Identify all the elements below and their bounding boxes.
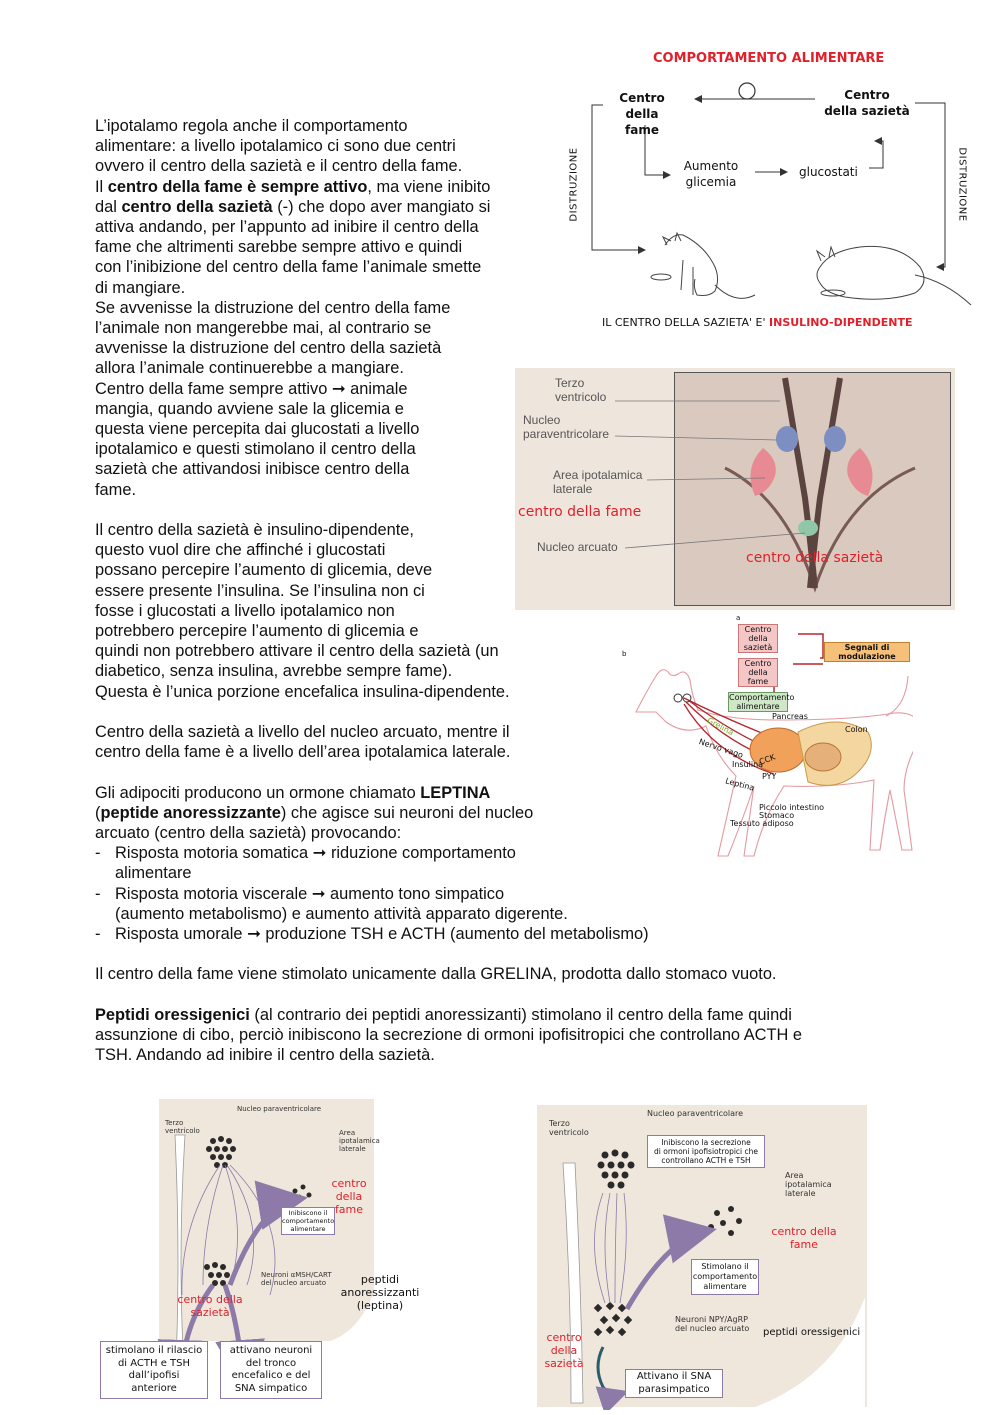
inibiscono-box: Inibiscono la secrezione di ormoni ipofisiotropici che controllano ACTH e TSH <box>647 1135 765 1168</box>
text-line: possano percepire l’aumento di glicemia, deve <box>95 561 433 580</box>
text-line: questo vuol dire che affinché i glucostati <box>95 541 386 560</box>
pancreas-label: Pancreas <box>772 712 808 721</box>
area-label: Area ipotalamica laterale <box>339 1129 380 1153</box>
terzo-ventricolo-label: Terzo ventricolo <box>165 1119 200 1135</box>
aumento-glicemia-label: Aumento glicemia <box>683 159 739 189</box>
attivano-box: Attivano il SNA parasimpatico <box>625 1369 723 1398</box>
anorexigenic-figure <box>95 1095 495 1405</box>
inibiscono-box: Inibiscono il comportamento alimentare <box>282 1209 335 1233</box>
grelina-label: Grelina <box>705 715 736 738</box>
text-line: Questa è l’unica porzione encefalica insulina-dipendente. <box>95 682 510 701</box>
text-line: avvenisse la distruzione del centro della sazietà <box>95 339 442 358</box>
pyy-label: PYY <box>762 772 777 781</box>
centro-sazieta-red-label: centro della sazietà <box>746 550 884 566</box>
centro-sazieta-red-label: centro della sazietà <box>544 1331 584 1370</box>
area-label: Area ipotalamica laterale <box>785 1171 832 1198</box>
text-line: Se avvenisse la distruzione del centro della fame <box>95 298 451 317</box>
text-line: fame. <box>95 480 136 499</box>
cck-label: CCK <box>757 752 777 767</box>
text-line: diabetico, senza insulina, avrebbe sempre fame). <box>95 662 453 681</box>
text-line: fosse i glucostati a livello ipotalamico non <box>95 601 395 620</box>
text-line: ipotalamico e questi stimolano il centro della <box>95 440 416 459</box>
nucleo-pv-label: Nucleo paraventricolare <box>647 1109 744 1118</box>
text-line: sazietà che attivandosi inibisce centro della <box>95 460 410 479</box>
box-attivano: attivano neuroni del tronco encefalico e del SNA simpatico <box>220 1341 322 1399</box>
dog-box-comportamento: Comportamento alimentare <box>729 693 795 711</box>
text-line: l’animale non mangerebbe mai, al contrario se <box>95 319 432 338</box>
text-line: TSH. Andando ad inibire il centro della sazietà. <box>95 1046 435 1065</box>
text-line: Il centro della sazietà è insulino-dipendente, <box>95 521 414 540</box>
text-line: di mangiare. <box>95 278 186 297</box>
tessuto-label: Tessuto adiposo <box>730 819 794 828</box>
colon-label: Colon <box>845 725 868 734</box>
box-stimolano: stimolano il rilascio di ACTH e TSH dall’ipofisi anteriore <box>100 1341 208 1399</box>
area-ipotalamica-label: Area ipotalamica laterale <box>553 468 643 496</box>
text-line: centro della fame è a livello dell’area ipotalamica laterale. <box>95 743 511 762</box>
neuroni-label: Neuroni αMSH/CART del nucleo arcuato <box>261 1271 332 1287</box>
orexigenic-figure <box>535 1103 880 1410</box>
text-line: (peptide anoressizzante) che agisce sui neuroni del nucleo <box>95 803 534 822</box>
nucleo-arcuato-label: Nucleo arcuato <box>537 540 618 554</box>
centro-fame-red-label: centro della fame <box>771 1225 837 1251</box>
text-line: Gli adipociti producono un ormone chiamato LEPTINA <box>95 783 491 802</box>
bullet-continuation: alimentare <box>115 864 192 883</box>
diagram-caption: IL CENTRO DELLA SAZIETA' E' INSULINO-DIPENDENTE <box>602 316 913 329</box>
text-line: fame che altrimenti sarebbe sempre attivo e quindi <box>95 238 463 257</box>
insulina-label: Insulina <box>732 760 764 769</box>
text-line: essere presente l’insulina. Se l’insulina non ci <box>95 581 425 600</box>
nucleo-pv-label: Nucleo paraventricolare <box>523 413 610 441</box>
text-line: assunzione di cibo, perciò inibiscono la secrezione di ormoni ipofisitropici che controllano ACTH e <box>95 1026 802 1045</box>
bullet-item: - Risposta umorale ➞ produzione TSH e ACTH (aumento del metabolismo) <box>95 925 649 944</box>
terzo-ventricolo-label: Terzo ventricolo <box>555 376 607 404</box>
dog-box-sazieta: Centro della sazietà <box>738 624 778 653</box>
stimolano-box: Stimolano il comportamento alimentare <box>691 1259 759 1295</box>
text-line: Peptidi oressigenici (al contrario dei peptidi anoressizanti) stimolano il centro della fame quindi <box>95 1005 792 1024</box>
peptidi-oressigenici-label: peptidi oressigenici <box>763 1327 861 1338</box>
piccolo-label: Piccolo intestino <box>759 803 825 812</box>
main-text <box>95 116 802 1065</box>
centro-sazieta-red-label: centro della sazietà <box>177 1293 243 1319</box>
terzo-ventricolo-label: Terzo ventricolo <box>549 1119 589 1137</box>
nucleo-pv-label: Nucleo paraventricolare <box>237 1105 322 1113</box>
text-line: dal centro della sazietà (-) che dopo aver mangiato si <box>95 197 491 216</box>
leptina-label: Leptina <box>724 776 756 793</box>
centro-sazieta-label: Centro della sazietà <box>824 88 910 118</box>
text-line: Centro della sazietà a livello del nucleo arcuato, mentre il <box>95 723 510 742</box>
distruzione-left-label: DISTRUZIONE <box>568 147 580 222</box>
bullet-item: - Risposta motoria somatica ➞ riduzione comportamento <box>95 844 516 863</box>
nervo-label: Nervo vago <box>697 737 745 760</box>
text-line: attiva andando, per l’appunto ad inibire il centro della <box>95 218 479 237</box>
text-line: potrebbero percepire l’aumento di glicemia e <box>95 622 419 641</box>
text-line: ovvero il centro della sazietà e il centro della fame. <box>95 157 463 176</box>
dog-panel-b: b <box>622 650 627 658</box>
text-line: questa viene percepita dai glucostati a livello <box>95 420 420 439</box>
bullet-continuation: (aumento metabolismo) e aumento attività apparato digerente. <box>115 904 568 923</box>
text-line: con l’inibizione del centro della fame l’animale smette <box>95 258 482 277</box>
text-line: arcuato (centro della sazietà) provocando: <box>95 824 402 843</box>
stomaco-label: Stomaco <box>759 811 795 820</box>
centro-fame-red-label: centro della fame <box>331 1177 367 1216</box>
dog-panel-a: a <box>736 614 741 622</box>
bullet-item: - Risposta motoria viscerale ➞ aumento tono simpatico <box>95 884 505 903</box>
peptidi-anoressizzanti-label: peptidi anoressizzanti (leptina) <box>340 1273 420 1312</box>
distruzione-right-label: DISTRUZIONE <box>956 147 968 222</box>
dog-box-fame: Centro della fame <box>738 658 778 687</box>
text-line: L’ipotalamo regola anche il comportamento <box>95 117 408 135</box>
text-line: Centro della fame sempre attivo ➞ animale <box>95 379 408 398</box>
text-line: Il centro della fame è sempre attivo, ma viene inibito <box>95 177 491 196</box>
centro-fame-label: Centro della fame <box>619 91 665 137</box>
text-line: quindi non potrebbero attivare il centro della sazietà (un <box>95 642 499 661</box>
glucostati-label: glucostati <box>799 165 858 179</box>
text-line: alimentare: a livello ipotalamico ci sono due centri <box>95 137 456 156</box>
centro-fame-red-label: centro della fame <box>518 504 642 520</box>
fat-cat-drawing <box>817 246 971 305</box>
dog-box-signals: Segnali di modulazione <box>824 642 910 662</box>
text-line: allora l’animale continuerebbe a mangiare. <box>95 359 404 378</box>
diagram-title: COMPORTAMENTO ALIMENTARE <box>653 51 885 66</box>
neuroni-label: Neuroni NPY/AgRP del nucleo arcuato <box>675 1315 750 1333</box>
text-line: mangia, quando avviene sale la glicemia e <box>95 399 404 418</box>
text-line: Il centro della fame viene stimolato unicamente dalla GRELINA, prodotta dallo stomaco vuoto. <box>95 965 777 984</box>
